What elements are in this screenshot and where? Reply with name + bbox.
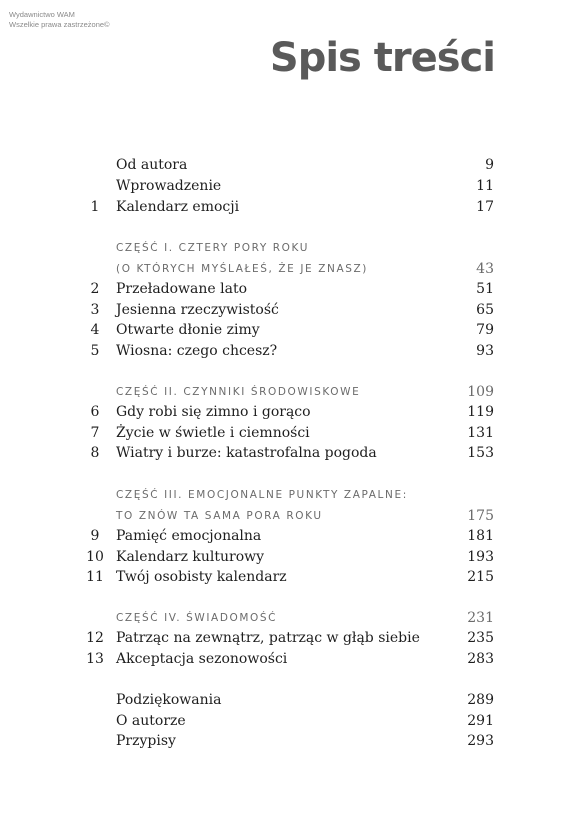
toc-entry [0,176,586,196]
toc-entry-page: 235 [467,630,494,646]
toc-entry-title: Wiatry i burze: katastrofalna pogoda [116,445,377,461]
toc-part-heading [0,506,586,526]
toc-entry-title: Kalendarz kulturowy [116,549,265,565]
toc-entry-page: 175 [467,508,494,524]
toc-entry [0,155,586,175]
toc-entry [0,443,586,463]
toc-entry-title: Wiosna: czego chcesz? [116,343,278,359]
toc-entry-page: 293 [467,733,494,749]
toc-entry [0,547,586,567]
toc-entry-title: Kalendarz emocji [116,199,240,215]
toc-entry-number: 8 [90,445,100,461]
toc-entry [0,402,586,422]
toc-entry-title: Jesienna rzeczywistość [116,302,279,318]
toc-entry-page: 51 [476,281,494,297]
toc-entry [0,649,586,669]
toc-entry-title: Przypisy [116,733,176,749]
toc-entry-number: 9 [90,528,100,544]
toc-entry-page: 93 [476,343,494,359]
toc-entry-title: Życie w świetle i ciemności [116,425,310,441]
toc-entry-title: Przeładowane lato [116,281,248,297]
toc-entry-page: 283 [467,651,494,667]
toc-entry-page: 289 [467,692,494,708]
toc-entry-page: 119 [467,404,494,420]
toc-entry-number: 10 [86,549,104,565]
watermark-line-1: Wydawnictwo WAM [9,10,75,19]
toc-entry-title: Twój osobisty kalendarz [116,569,287,585]
toc-entry-number: 4 [90,322,100,338]
toc-entry-page: 65 [476,302,494,318]
toc-entry-page: 215 [467,569,494,585]
toc-entry-title: O autorze [116,713,186,729]
toc-entry-page: 17 [476,199,494,215]
toc-entry-title: CZĘŚĆ IV. ŚWIADOMOŚĆ [116,612,278,624]
toc-part-heading [0,382,586,402]
toc-entry [0,628,586,648]
toc-entry [0,423,586,443]
toc-entry [0,197,586,217]
toc-entry [0,711,586,731]
watermark-line-2: Wszelkie prawa zastrzeżone© [9,19,110,29]
toc-entry-number: 6 [90,404,100,420]
toc-entry-number: 1 [90,199,100,215]
toc-entry-page: 291 [467,713,494,729]
toc-entry-title: Otwarte dłonie zimy [116,322,260,338]
toc-entry-number: 3 [90,302,100,318]
toc-entry [0,526,586,546]
toc-part-heading [0,238,586,258]
toc-entry-title: (O KTÓRYCH MYŚLAŁEŚ, ŻE JE ZNASZ) [116,263,368,275]
toc-entry [0,320,586,340]
toc-entry-title: Podziękowania [116,692,222,708]
toc-entry-title: TO ZNÓW TA SAMA PORA ROKU [116,510,323,522]
toc-entry-page: 109 [467,384,494,400]
toc-entry-number: 5 [90,343,100,359]
page-title: Spis treści [269,35,495,81]
toc-entry [0,731,586,751]
toc-entry-number: 11 [86,569,104,585]
toc-entry-title: Wprowadzenie [116,178,222,194]
toc-entry-page: 11 [476,178,494,194]
toc-entry-number: 13 [86,651,104,667]
toc-entry-title: CZĘŚĆ III. EMOCJONALNE PUNKTY ZAPALNE: [116,489,408,501]
toc-entry-page: 153 [467,445,494,461]
toc-entry-page: 43 [476,261,494,277]
toc-entry [0,341,586,361]
publisher-watermark [9,10,110,29]
toc-entry [0,279,586,299]
toc-entry-number: 12 [86,630,104,646]
toc-part-heading [0,608,586,628]
toc-entry-page: 231 [467,610,494,626]
toc-entry-page: 193 [467,549,494,565]
toc-entry-number: 7 [90,425,100,441]
toc-entry-page: 79 [476,322,494,338]
toc-entry-title: Patrząc na zewnątrz, patrząc w głąb siebie [116,630,420,646]
toc-entry-page: 9 [485,157,494,173]
toc-entry-page: 181 [467,528,494,544]
toc-entry [0,690,586,710]
toc-entry-title: CZĘŚĆ I. CZTERY PORY ROKU [116,242,310,254]
toc-part-heading [0,259,586,279]
toc-entry-title: Akceptacja sezonowości [116,651,288,667]
toc-entry-number: 2 [90,281,100,297]
toc-entry-title: Gdy robi się zimno i gorąco [116,404,311,420]
toc-entry-title: Od autora [116,157,188,173]
toc-entry-page: 131 [467,425,494,441]
toc-entry-title: Pamięć emocjonalna [116,528,262,544]
toc-entry [0,300,586,320]
toc-part-heading [0,485,586,505]
toc-entry [0,567,586,587]
toc-entry-title: CZĘŚĆ II. CZYNNIKI ŚRODOWISKOWE [116,386,361,398]
